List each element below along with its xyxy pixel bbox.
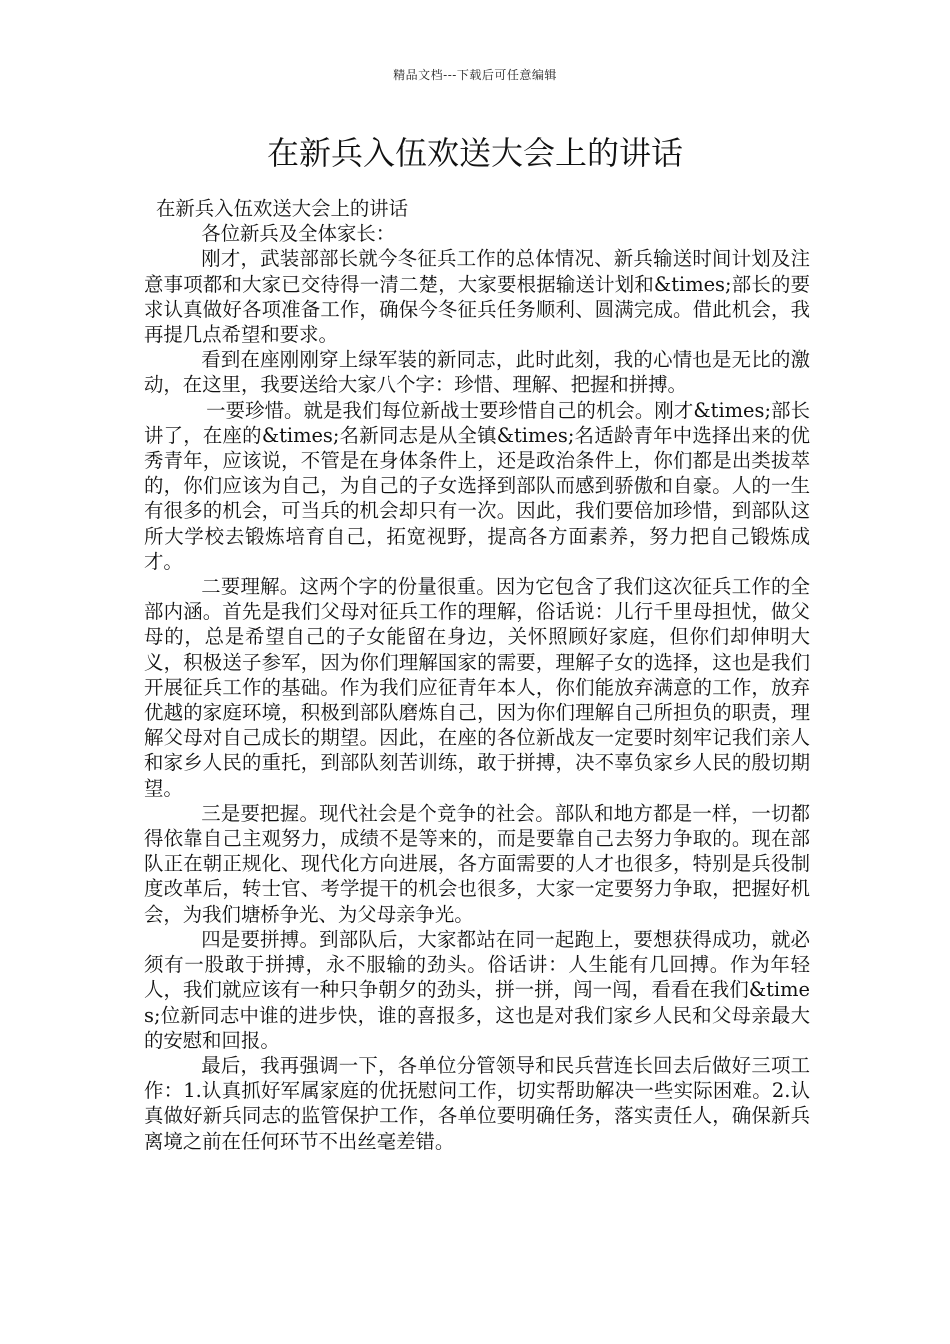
document-title: 在新兵入伍欢送大会上的讲话 [266,134,683,172]
document-body [144,196,810,1154]
paragraph: 四是要拼搏。到部队后，大家都站在同一起跑上，要想获得成功，就必须有一股敢于拼搏，永不服输的劲头。俗话讲：人生能有几回搏。作为年轻人，我们就应该有一种只争朝夕的劲头，拼一拼，闯一闯，看看在我们&times;位新同志中谁的进步快，谁的喜报多，这也是对我们家乡人民和父母亲最大的安慰和回报。 [144,927,810,1052]
salutation: 各位新兵及全体家长： [201,222,396,246]
paragraph: 一要珍惜。就是我们每位新战士要珍惜自己的机会。刚才&times;部长讲了，在座的&times;名新同志是从全镇&times;名适龄青年中选择出来的优秀青年，应该说，不管是在身体条件上，还是政治条件上，你们都是出类拔萃的，你们应该为自己，为自己的子女选择到部队而感到骄傲和自豪。人的一生有很多的机会，可当兵的机会却只有一次。因此，我们要倍加珍惜，到部队这所大学校去锻炼培育自己，拓宽视野，提高各方面素养，努力把自己锻炼成才。 [144,398,810,573]
paragraph: 三是要把握。现代社会是个竞争的社会。部队和地方都是一样，一切都得依靠自己主观努力，成绩不是等来的，而是要靠自己去努力争取的。现在部队正在朝正规化、现代化方向进展，各方面需要的人才也很多，特别是兵役制度改革后，转士官、考学提干的机会也很多，大家一定要努力争取，把握好机会，为我们塘桥争光、为父母亲争光。 [144,801,810,926]
paragraph: 二要理解。这两个字的份量很重。因为它包含了我们这次征兵工作的全部内涵。首先是我们父母对征兵工作的理解，俗话说：儿行千里母担忧，做父母的，总是希望自己的子女能留在身边，关怀照顾好家庭，但你们却伸明大义，积极送子参军，因为你们理解国家的需要，理解子女的选择，这也是我们开展征兵工作的基础。作为我们应征青年本人，你们能放弃满意的工作，放弃优越的家庭环境，积极到部队磨炼自己，因为你们理解自己所担负的职责，理解父母对自己成长的期望。因此，在座的各位新战友一定要时刻牢记我们亲人和家乡人民的重托，到部队刻苦训练，敢于拼搏，决不辜负家乡人民的殷切期望。 [144,575,810,800]
paragraph: 刚才，武装部部长就今冬征兵工作的总体情况、新兵输送时间计划及注意事项都和大家已交待得一清二楚，大家要根据输送计划和&times;部长的要求认真做好各项准备工作，确保今冬征兵任务顺利、圆满完成。借此机会，我再提几点希望和要求。 [144,247,810,347]
body-subtitle: 在新兵入伍欢送大会上的讲话 [156,197,409,220]
paragraph: 看到在座刚刚穿上绿军装的新同志，此时此刻，我的心情也是无比的激动，在这里，我要送给大家八个字：珍惜、理解、把握和拼搏。 [144,348,810,397]
paragraph: 最后，我再强调一下，各单位分管领导和民兵营连长回去后做好三项工作：1.认真抓好军属家庭的优抚慰问工作，切实帮助解决一些实际困难。2.认真做好新兵同志的监管保护工作，各单位要明确任务，落实责任人，确保新兵离境之前在任何环节不出丝毫差错。 [144,1053,810,1153]
header-note: 精品文档---下载后可任意编辑 [393,68,557,82]
